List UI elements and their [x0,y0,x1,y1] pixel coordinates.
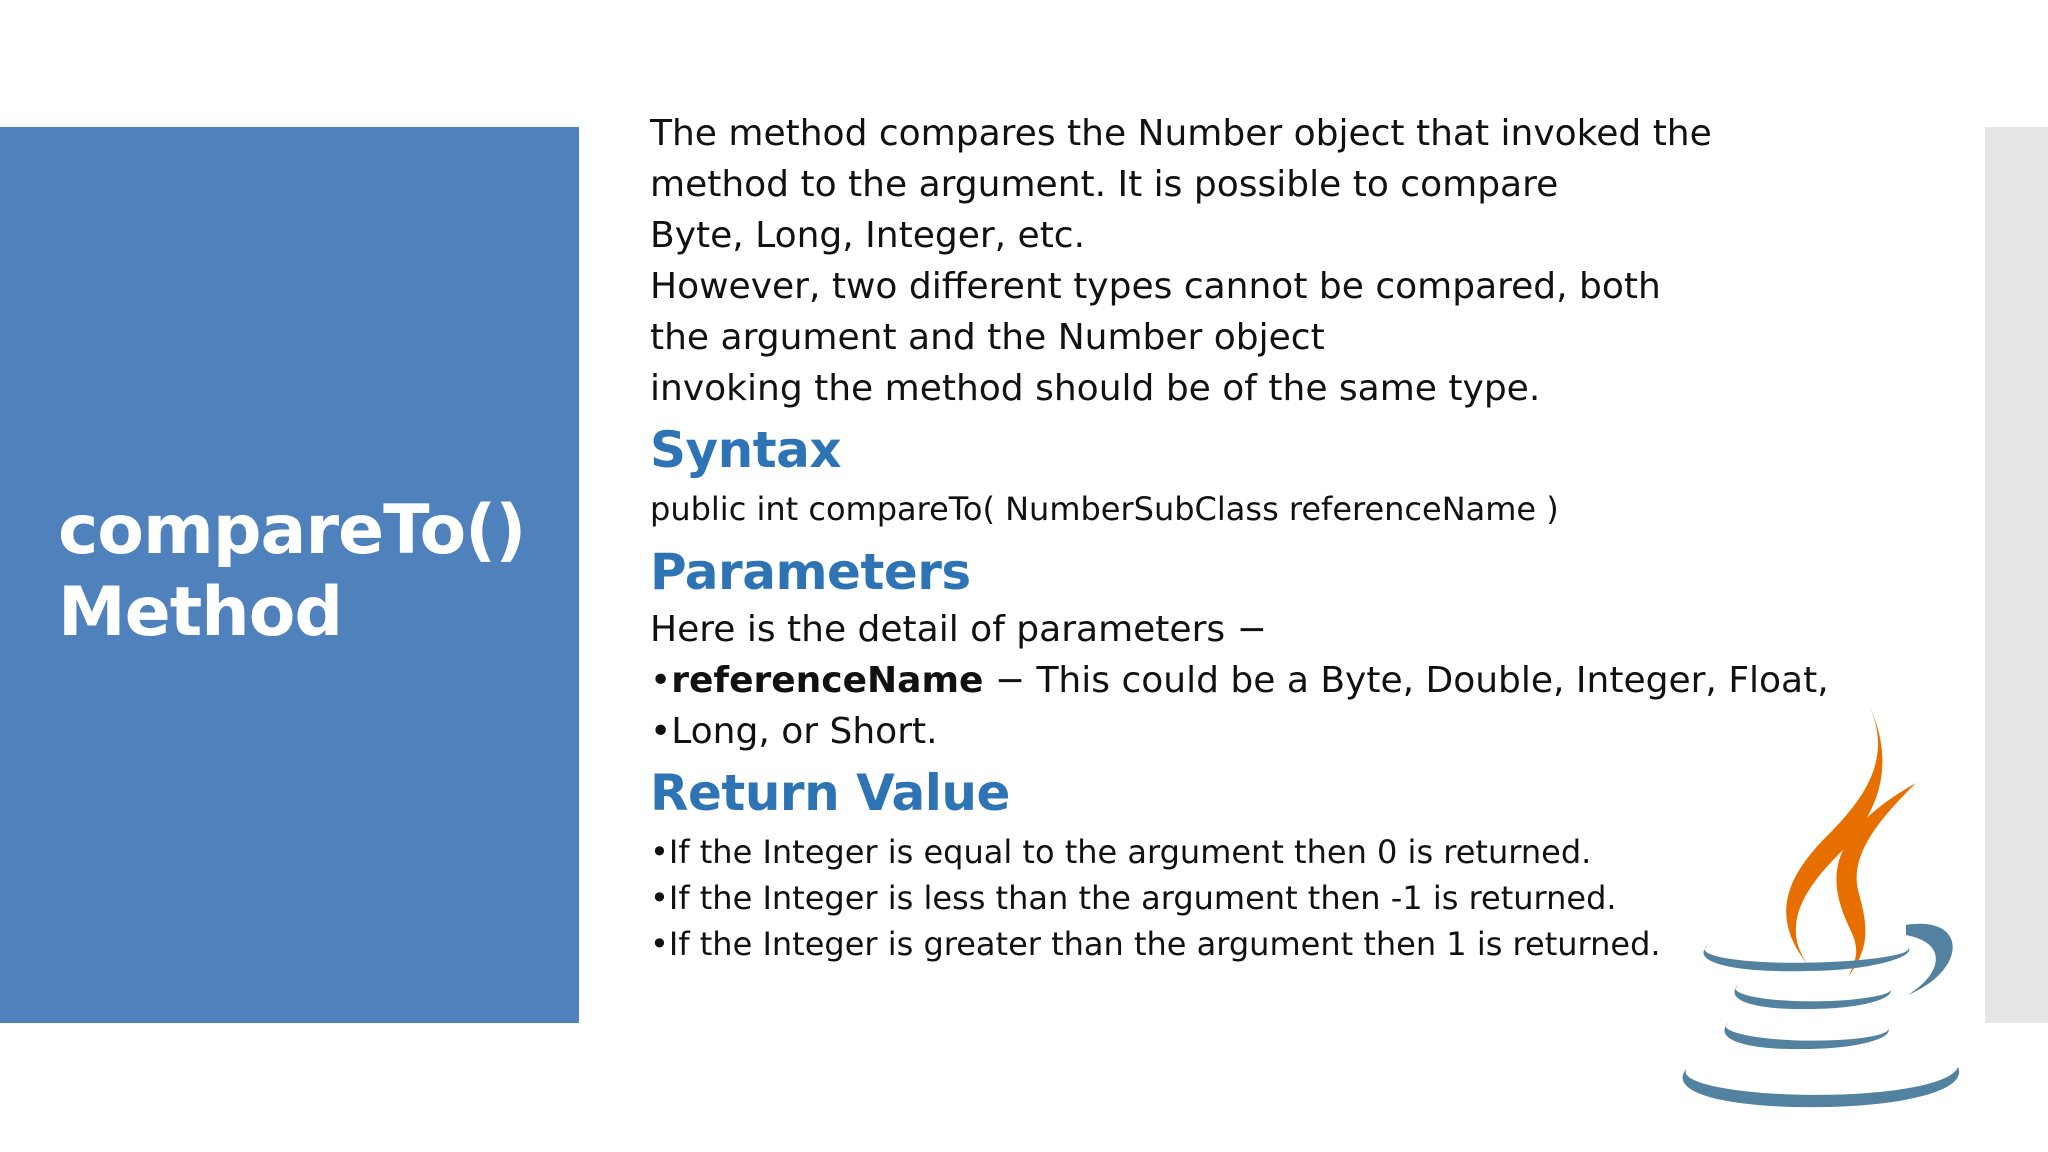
description-line: method to the argument. It is possible to compare [650,164,1559,205]
description-line: the argument and the Number object [650,317,1325,358]
slide-title [58,490,525,654]
parameters-intro: Here is the detail of parameters − [650,609,1267,650]
parameters-heading: Parameters [650,543,971,601]
description-line: invoking the method should be of the same type. [650,368,1541,409]
syntax-heading: Syntax [650,421,842,479]
parameter-description: − This could be a Byte, Double, Integer, Float, [983,660,1829,701]
slide-title-line-2: Method [58,573,343,652]
description-line: Byte, Long, Integer, etc. [650,215,1086,256]
return-value-heading: Return Value [650,764,1010,822]
return-value-item: • If the Integer is greater than the argument then 1 is returned. [650,921,1900,967]
parameter-item-continued: • Long, or Short. [650,706,1900,757]
return-value-item: • If the Integer is equal to the argument then 0 is returned. [650,829,1900,875]
return-value-item: • If the Integer is less than the argument then -1 is returned. [650,875,1900,921]
java-logo-icon [1668,695,1978,1115]
syntax-code: public int compareTo( NumberSubClass referenceName ) [650,490,1559,528]
slide-title-line-1: compareTo() [58,491,526,570]
description-line: However, two different types cannot be compared, both [650,266,1661,307]
description [650,108,1900,414]
right-decoration-strip [1985,127,2048,1023]
parameter-name: referenceName [671,660,984,701]
description-line: The method compares the Number object that invoked the [650,113,1712,154]
